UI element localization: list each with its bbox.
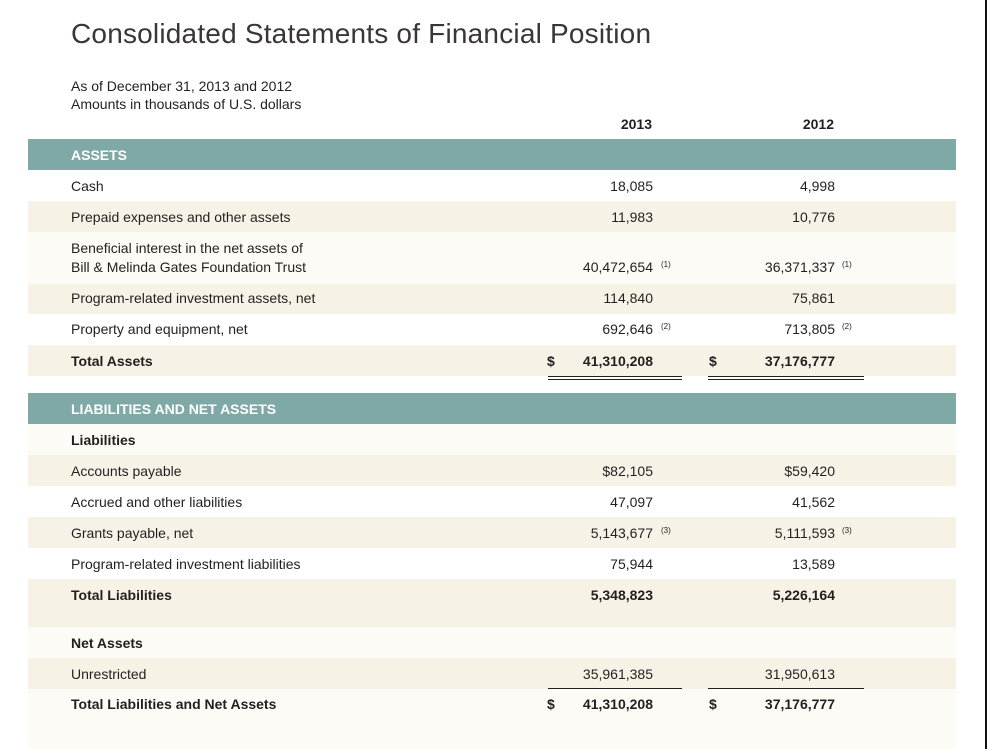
grants-2012: 5,111,593 (774, 525, 835, 541)
total-liab-2012: 5,226,164 (772, 587, 835, 603)
total-lna-2013: 41,310,208 (582, 696, 653, 712)
as-of-date: As of December 31, 2013 and 2012 (71, 78, 293, 94)
row-label-line2: Bill & Melinda Gates Foundation Trust (71, 259, 307, 275)
row-label-line1: Beneficial interest in the net assets of (71, 240, 303, 256)
units-note: Amounts in thousands of U.S. dollars (71, 96, 302, 112)
total-liabilities-row (28, 579, 956, 627)
prepaid-2013: 11,983 (611, 209, 653, 225)
table-row (28, 658, 956, 689)
row-label: Program-related investment assets, net (71, 290, 316, 306)
liabilities-header-label: LIABILITIES AND NET ASSETS (71, 401, 277, 417)
accrued-2013: 47,097 (610, 494, 653, 510)
section-row (28, 627, 956, 658)
table-row (28, 314, 956, 345)
prepaid-2012: 10,776 (792, 209, 835, 225)
cash-2013: 18,085 (610, 178, 653, 194)
accrued-2012: 41,562 (792, 494, 835, 510)
double-underline (548, 379, 682, 380)
total-assets-row (28, 345, 956, 376)
row-label: Total Assets (71, 353, 153, 369)
section-row (28, 424, 956, 455)
dollar-sign: $ (709, 696, 717, 712)
liabilities-header (28, 393, 956, 424)
double-underline (708, 376, 864, 377)
cash-2012: 4,998 (799, 178, 835, 194)
pri-liab-2012: 13,589 (792, 556, 835, 572)
row-label: Cash (71, 178, 104, 194)
footnote-3: (3) (842, 526, 852, 535)
section-label: Net Assets (71, 635, 143, 651)
total-liab-2013: 5,348,823 (590, 587, 653, 603)
footnote-3: (3) (661, 526, 671, 535)
table-row (28, 486, 956, 517)
dollar-sign: $ (547, 696, 555, 712)
total-assets-2013: 41,310,208 (582, 353, 653, 369)
row-label: Accrued and other liabilities (71, 494, 243, 510)
table-row (28, 517, 956, 548)
row-label: Property and equipment, net (71, 321, 248, 337)
footnote-2: (2) (661, 322, 671, 331)
footnote-1: (1) (842, 260, 852, 269)
double-underline (548, 376, 682, 377)
beneficial-2013: 40,472,654 (582, 259, 653, 275)
total-lna-2012: 37,176,777 (764, 696, 835, 712)
table-row (28, 170, 956, 201)
dollar-sign: $ (547, 353, 555, 369)
beneficial-2012: 36,371,337 (764, 259, 835, 275)
row-label: Prepaid expenses and other assets (71, 209, 291, 225)
pri-assets-2013: 114,840 (603, 290, 653, 306)
year-2012-header: 2012 (802, 116, 834, 132)
double-underline (708, 379, 864, 380)
pri-assets-2012: 75,861 (792, 290, 835, 306)
table-row (28, 201, 956, 232)
table-row (28, 548, 956, 579)
row-label: Total Liabilities and Net Assets (71, 696, 277, 712)
total-liab-net-assets-row (28, 689, 956, 749)
property-2013: 692,646 (602, 321, 653, 337)
table-row (28, 284, 956, 315)
footnote-2: (2) (842, 322, 852, 331)
unrestricted-2013: 35,961,385 (582, 666, 653, 682)
unrestricted-2012: 31,950,613 (764, 666, 835, 682)
table-row (28, 232, 956, 284)
row-label: Unrestricted (71, 666, 147, 682)
table-row (28, 455, 956, 486)
row-label: Grants payable, net (71, 525, 194, 541)
assets-header (28, 139, 956, 170)
footnote-1: (1) (661, 260, 671, 269)
row-label: Total Liabilities (71, 587, 172, 603)
section-label: Liabilities (71, 432, 136, 448)
ap-2013: $82,105 (602, 463, 653, 479)
dollar-sign: $ (709, 353, 717, 369)
year-2013-header: 2013 (620, 116, 652, 132)
property-2012: 713,805 (784, 321, 835, 337)
row-label: Accounts payable (71, 463, 182, 479)
grants-2013: 5,143,677 (590, 525, 653, 541)
ap-2012: $59,420 (784, 463, 835, 479)
total-assets-2012: 37,176,777 (764, 353, 835, 369)
pri-liab-2013: 75,944 (610, 556, 653, 572)
assets-header-label: ASSETS (71, 147, 128, 163)
page-title: Consolidated Statements of Financial Position (71, 18, 652, 49)
row-label: Program-related investment liabilities (71, 556, 301, 572)
